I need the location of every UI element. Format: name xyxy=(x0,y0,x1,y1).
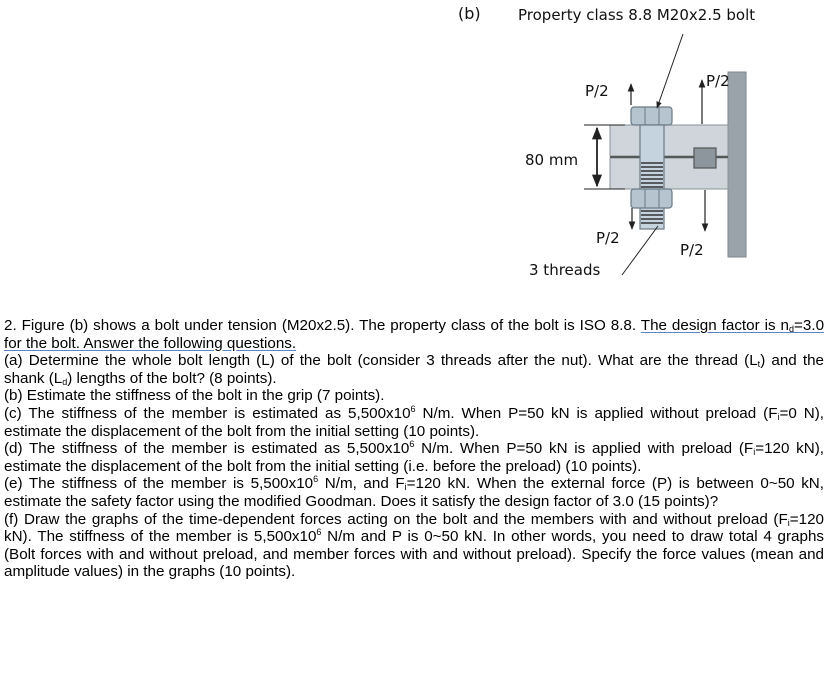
design-factor-underlined: The design factor is $n_d=3.0$ for the bolt. Answer the following questions. xyxy=(4,317,825,352)
question-a: (a) Determine the whole bolt length (L) of the bolt (consider 3 threads after the nut). What are the thread $(L_t)$ and the shank $(L_d)$ lengths of the bolt? (8 points). xyxy=(4,352,824,387)
threads-leader xyxy=(622,226,658,275)
threads-label: 3 threads xyxy=(529,261,601,279)
bolt-nut xyxy=(631,189,672,208)
question-e: (e) The stiffness of the member is $5,500x10^6$ N/m, and $F_i=120$ kN. When the external force (P) is between 0~50 kN, estimate the safety factor using the modified Goodman. Does it satisfy the design factor of 3.0 (15 points)? xyxy=(4,474,824,510)
question-b: (b) Estimate the stiffness of the bolt in the grip (7 points). xyxy=(4,387,385,405)
figure-label: (b) xyxy=(458,4,481,23)
bolt-head xyxy=(631,107,672,125)
force-label-bottom-right: P/2 xyxy=(680,241,704,259)
weld-block xyxy=(694,148,716,168)
grip-length-label: 80 mm xyxy=(525,151,579,169)
title-leader xyxy=(657,34,683,108)
force-label-top-left: P/2 xyxy=(585,82,609,100)
problem-intro: 2. Figure (b) shows a bolt under tension (M20x2.5). The property class of the bolt is ISO 8.8. The design factor is $n_d=3.0$ for the bolt. Answer the following questions. xyxy=(4,317,825,352)
problem-statement xyxy=(4,317,824,581)
question-f: (f) Draw the graphs of the time-dependent forces acting on the bolt and the members with and without preload ($F_i=120$ kN). The stiffness of the member is $5,500x10^6$ N/m and P is 0~50 kN. In other words, you need to draw total 4 graphs (Bolt forces with and without preload, and member forces with and without preload). Specify the force values (mean and amplitude values) in the graphs (10 points). xyxy=(4,510,824,581)
bolt-shank xyxy=(640,125,664,229)
bolt-figure xyxy=(0,0,828,300)
force-label-top-right: P/2 xyxy=(706,72,730,90)
question-d: (d) The stiffness of the member is estimated as $5,500x10^6$ N/m. When P=50 kN is applied with preload ($F_i=120$ kN), estimate the displacement of the bolt from the initial setting (i.e. before the preload) (10 points). xyxy=(4,439,824,475)
figure-title: Property class 8.8 M20x2.5 bolt xyxy=(518,6,756,24)
question-c: (c) The stiffness of the member is estimated as $5,500x10^6$ N/m. When P=50 kN is applied without preload ($F_i=0$ N), estimate the displacement of the bolt from the initial setting (10 points). xyxy=(4,403,825,440)
force-label-bottom-left: P/2 xyxy=(596,229,620,247)
